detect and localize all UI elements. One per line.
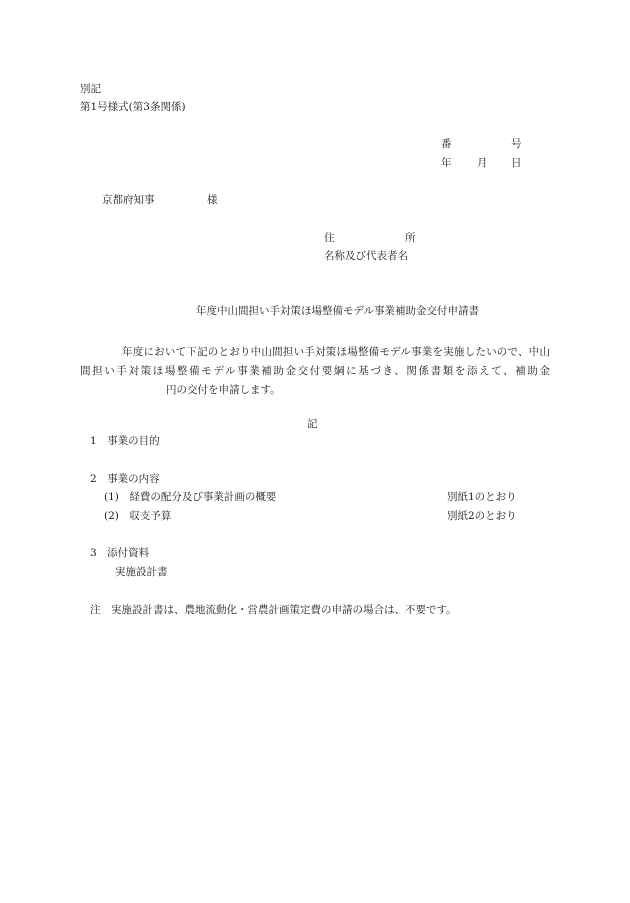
body-paragraph bbox=[80, 343, 550, 400]
item-income-budget: (2) 収支予算 bbox=[104, 510, 172, 522]
number-label-go: 号 bbox=[511, 138, 522, 150]
date-year: 年 bbox=[441, 157, 452, 169]
body-text-part2: 円の交付を申請します。 bbox=[166, 384, 281, 396]
date-month: 月 bbox=[477, 157, 488, 169]
section-heading-purpose: 1 事業の目的 bbox=[90, 435, 160, 447]
applicant-address-label-1: 住 bbox=[324, 232, 335, 244]
applicant-name-label: 名称及び代表者名 bbox=[324, 250, 408, 262]
attachment-design-doc: 実施設計書 bbox=[115, 566, 168, 578]
footnote: 注 実施設計書は、農地流動化・営農計画策定費の申請の場合は、不要です。 bbox=[90, 604, 457, 616]
body-text-part1: 年度において下記のとおり中山間担い手対策ほ場整備モデル事業を実施したいので、中山間担い手対策ほ場整備モデル事業補助金交付要綱に基づき、関係書類を添えて、補助金 bbox=[80, 346, 550, 377]
form-number: 第1号様式(第3条関係) bbox=[80, 101, 186, 113]
item-budget-plan-note: 別紙1のとおり bbox=[447, 491, 517, 503]
section-heading-content: 2 事業の内容 bbox=[90, 473, 160, 485]
number-label-ban: 番 bbox=[441, 138, 452, 150]
addressee-honorific: 様 bbox=[207, 194, 218, 206]
item-income-budget-note: 別紙2のとおり bbox=[447, 510, 517, 522]
date-day: 日 bbox=[511, 157, 522, 169]
addressee-name: 京都府知事 bbox=[102, 194, 155, 206]
document-title: 年度中山間担い手対策ほ場整備モデル事業補助金交付申請書 bbox=[196, 305, 479, 317]
ki-heading: 記 bbox=[307, 418, 318, 430]
applicant-address-label-2: 所 bbox=[405, 232, 416, 244]
section-heading-attachments: 3 添付資料 bbox=[90, 547, 150, 559]
attachment-label: 別記 bbox=[80, 83, 101, 95]
item-budget-plan: (1) 経費の配分及び事業計画の概要 bbox=[104, 491, 277, 503]
